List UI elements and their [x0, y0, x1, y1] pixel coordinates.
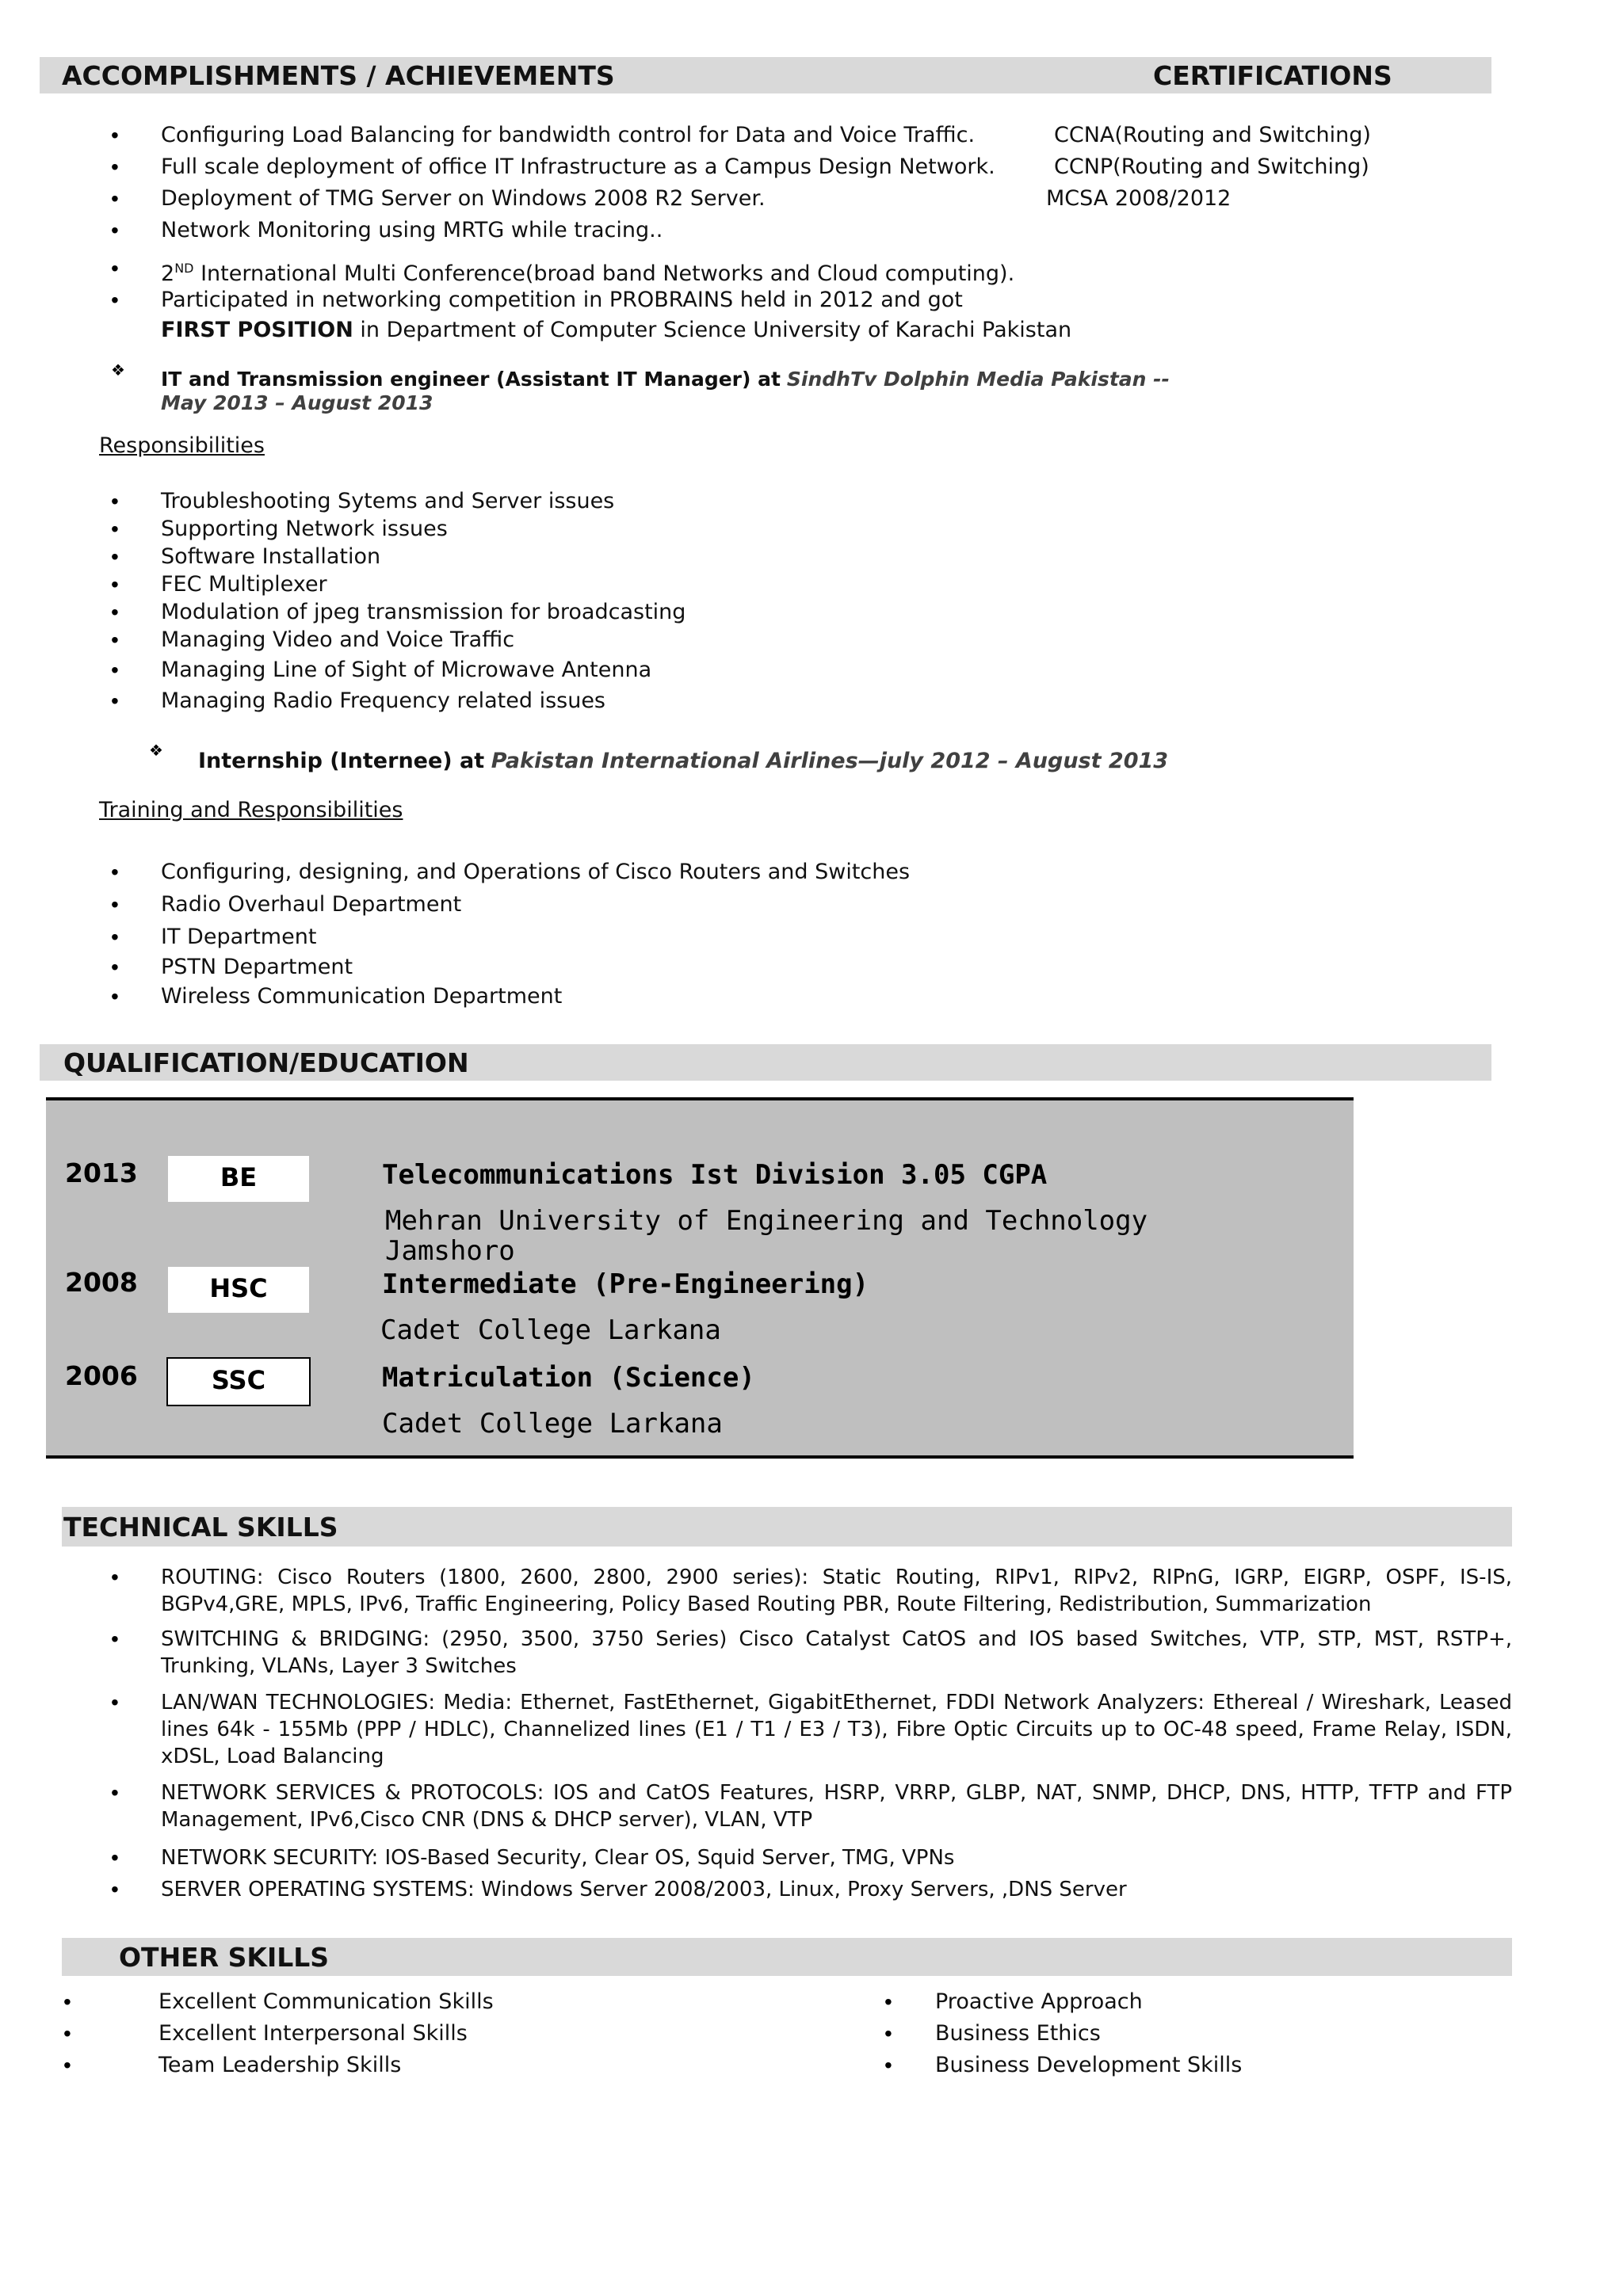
other-skill-item: Business Development Skills	[935, 2053, 1243, 2077]
degree-box: HSC	[168, 1267, 309, 1313]
education-institution-city: Jamshoro	[385, 1235, 515, 1267]
education-title-row: Intermediate (Pre-Engineering)	[382, 1268, 869, 1300]
bullet-icon	[884, 2052, 892, 2079]
education-institution: Cadet College Larkana	[382, 1408, 723, 1440]
job1-heading	[161, 368, 1170, 391]
education-year: 2006	[65, 1360, 138, 1391]
bullet-icon	[111, 859, 119, 886]
other-skill-item: Business Ethics	[935, 2021, 1101, 2046]
accomplishment-item: Deployment of TMG Server on Windows 2008 R2 Server.	[161, 186, 766, 211]
bullet-icon	[111, 571, 119, 598]
bullet-icon	[111, 657, 119, 684]
first-position-rest: in Department of Computer Science University of Karachi Pakistan	[353, 318, 1072, 342]
bullet-icon	[111, 1779, 119, 1806]
accomplishment-item: Full scale deployment of office IT Infrastructure as a Campus Design Network.	[161, 154, 995, 179]
bullet-icon	[111, 516, 119, 543]
education-year: 2013	[65, 1158, 138, 1188]
job2-item: PSTN Department	[161, 955, 353, 979]
certification-item: MCSA 2008/2012	[1046, 186, 1232, 211]
degree-box: BE	[168, 1156, 309, 1202]
technical-item: NETWORK SERVICES & PROTOCOLS: IOS and CatOS Features, HSRP, VRRP, GLBP, NAT, SNMP, DHCP, DNS, HTTP, TFTP and FTP Management, IPv6,Cisco CNR (DNS & DHCP server), VLAN, VTP	[161, 1781, 1512, 1832]
bullet-icon	[884, 2020, 892, 2047]
diamond-bullet-icon: ❖	[149, 742, 163, 760]
job1-responsibilities-heading: Responsibilities	[99, 433, 265, 458]
bullet-icon	[111, 924, 119, 951]
bullet-icon	[111, 217, 119, 244]
ordinal-suffix: ND	[174, 261, 194, 276]
bullet-icon	[111, 983, 119, 1010]
job1-item: Modulation of jpeg transmission for broadcasting	[161, 600, 686, 624]
ordinal-number: 2	[161, 261, 175, 286]
accomplishments-title: ACCOMPLISHMENTS / ACHIEVEMENTS	[62, 60, 615, 91]
certifications-title: CERTIFICATIONS	[1153, 60, 1392, 91]
technical-item: SWITCHING & BRIDGING: (2950, 3500, 3750 Series) Cisco Catalyst CatOS and IOS based Switches, VTP, STP, MST, RSTP+, Trunking, VLANs, Layer 3 Switches	[161, 1627, 1512, 1678]
job1-item: Managing Video and Voice Traffic	[161, 627, 515, 652]
job1-org: SindhTv Dolphin Media Pakistan --	[786, 368, 1170, 391]
certification-item: CCNP(Routing and Switching)	[1054, 154, 1369, 179]
technical-item: LAN/WAN TECHNOLOGIES: Media: Ethernet, FastEthernet, GigabitEthernet, FDDI Network Analyzers: Ethereal / Wireshark, Leased lines 64k - 155Mb (PPP / HDLC), Channelized lines (E1 / T1 / E3 / T3), Fibre Optic Circuits up to OC-48 speed, Frame Relay, ISDN, xDSL, Load Balancing	[161, 1691, 1512, 1768]
education-title-row: Matriculation (Science)	[382, 1362, 755, 1394]
job2-role: Internship (Internee) at	[198, 749, 485, 773]
bullet-icon	[111, 891, 119, 918]
bullet-icon	[111, 954, 119, 981]
job2-org: Pakistan International Airlines—july 2012 – August 2013	[491, 749, 1169, 773]
diamond-bullet-icon: ❖	[111, 362, 125, 379]
other-skill-item: Team Leadership Skills	[158, 2053, 402, 2077]
job2-responsibilities-heading: Training and Responsibilities	[99, 798, 403, 822]
education-institution: Cadet College Larkana	[380, 1314, 721, 1346]
education-table	[46, 1097, 1354, 1459]
bullet-icon	[111, 599, 119, 626]
other-skill-item: Excellent Interpersonal Skills	[158, 2021, 468, 2046]
bullet-icon	[111, 627, 119, 654]
bullet-icon	[111, 1564, 119, 1591]
bullet-icon	[111, 543, 119, 570]
other-skill-item: Proactive Approach	[935, 1989, 1143, 2014]
other-skills-title: OTHER SKILLS	[119, 1942, 330, 1973]
job1-role: IT and Transmission engineer (Assistant IT Manager) at	[161, 368, 781, 391]
certification-item: CCNA(Routing and Switching)	[1054, 123, 1371, 147]
conference-text: International Multi Conference(broad band Networks and Cloud computing).	[200, 261, 1015, 286]
accomplishment-item: Configuring Load Balancing for bandwidth control for Data and Voice Traffic.	[161, 123, 976, 147]
education-title-row: Telecommunications Ist Division 3.05 CGPA	[382, 1159, 1048, 1191]
bullet-icon	[111, 1844, 119, 1871]
job1-item: Software Installation	[161, 544, 381, 569]
job2-item: IT Department	[161, 925, 317, 949]
first-position: FIRST POSITION	[161, 318, 353, 342]
job1-dates: May 2013 – August 2013	[161, 391, 433, 414]
accomplishment-item-cont	[161, 317, 1071, 344]
bullet-icon	[111, 154, 119, 181]
bullet-icon	[111, 488, 119, 515]
bullet-icon	[111, 122, 119, 149]
bullet-icon	[111, 185, 119, 212]
bullet-icon	[111, 287, 119, 314]
bullet-icon	[884, 1989, 892, 2016]
education-institution: Mehran University of Engineering and Technology	[385, 1205, 1148, 1237]
accomplishment-item: Network Monitoring using MRTG while tracing..	[161, 218, 663, 242]
accomplishment-item	[161, 255, 1014, 288]
job2-item: Radio Overhaul Department	[161, 892, 462, 917]
job2-heading	[198, 748, 1168, 775]
job1-item: Troubleshooting Sytems and Server issues	[161, 489, 615, 513]
education-year: 2008	[65, 1267, 138, 1298]
accomplishment-item: Participated in networking competition in PROBRAINS held in 2012 and got	[161, 288, 963, 312]
bullet-icon	[63, 1989, 71, 2016]
technical-item: NETWORK SECURITY: IOS-Based Security, Clear OS, Squid Server, TMG, VPNs	[161, 1846, 955, 1870]
technical-item: SERVER OPERATING SYSTEMS: Windows Server 2008/2003, Linux, Proxy Servers, ,DNS Server	[161, 1878, 1127, 1901]
bullet-icon	[111, 1876, 119, 1903]
bullet-icon	[111, 1689, 119, 1716]
bullet-icon	[63, 2052, 71, 2079]
technical-title: TECHNICAL SKILLS	[63, 1512, 338, 1543]
education-title: QUALIFICATION/EDUCATION	[63, 1047, 469, 1078]
job2-item: Configuring, designing, and Operations of Cisco Routers and Switches	[161, 860, 911, 884]
bullet-icon	[111, 255, 119, 282]
other-skill-item: Excellent Communication Skills	[158, 1989, 494, 2014]
bullet-icon	[111, 688, 119, 715]
bullet-icon	[111, 1626, 119, 1653]
job1-item: Supporting Network issues	[161, 517, 448, 541]
job1-item: Managing Radio Frequency related issues	[161, 688, 606, 713]
degree-box: SSC	[166, 1357, 311, 1406]
job1-item: Managing Line of Sight of Microwave Antenna	[161, 658, 652, 682]
technical-item: ROUTING: Cisco Routers (1800, 2600, 2800, 2900 series): Static Routing, RIPv1, RIPv2, RIPnG, IGRP, EIGRP, OSPF, IS-IS, BGPv4,GRE, MPLS, IPv6, Traffic Engineering, Policy Based Routing PBR, Route Filtering, Redistribution, Summarization	[161, 1566, 1512, 1616]
job2-item: Wireless Communication Department	[161, 984, 563, 1009]
job1-item: FEC Multiplexer	[161, 572, 327, 597]
bullet-icon	[63, 2020, 71, 2047]
